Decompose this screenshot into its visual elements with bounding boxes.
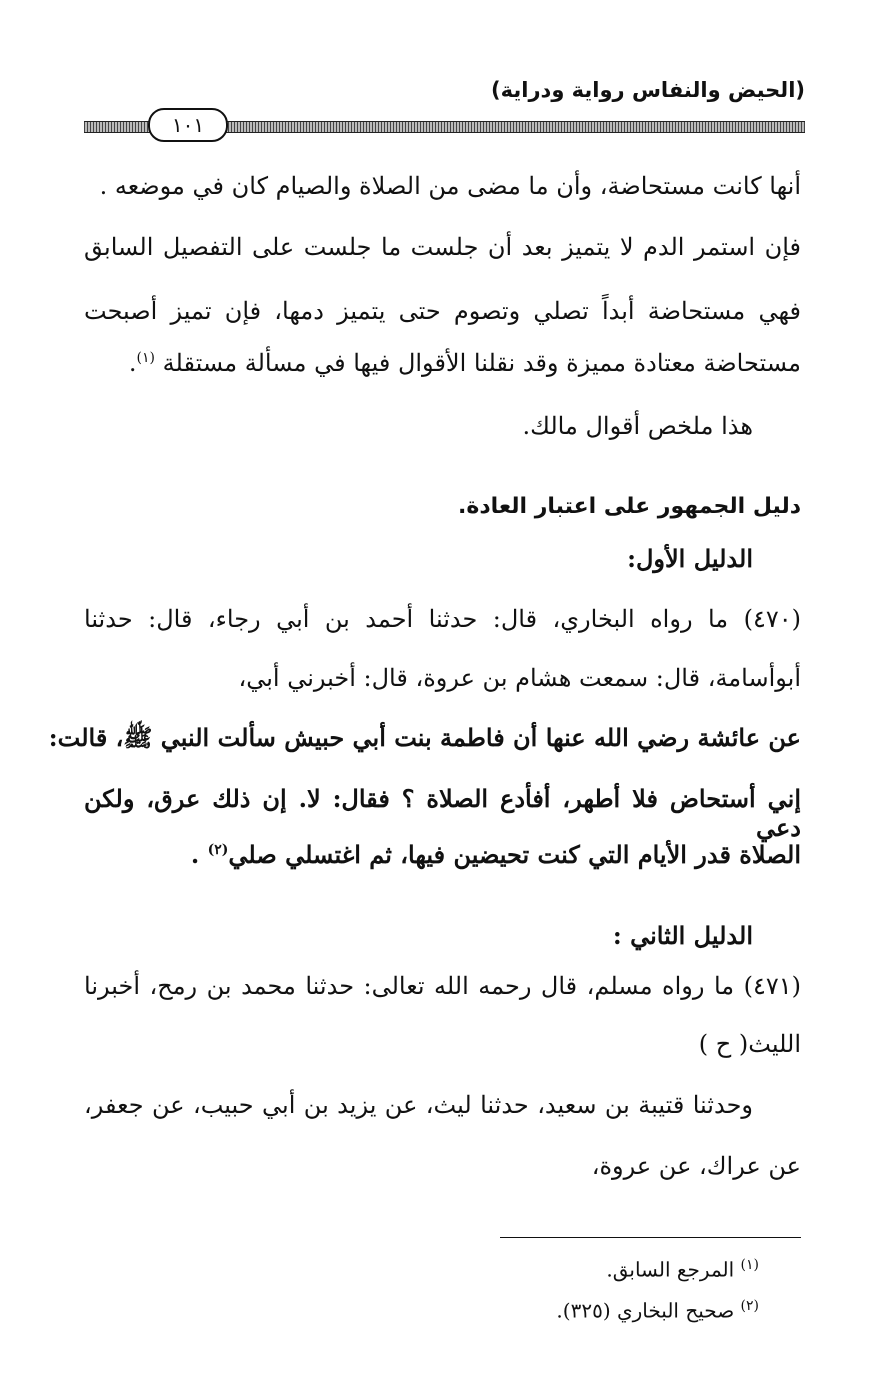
text-line-6-content: (٤٧٠) ما رواه البخاري، قال: حدثنا أحمد بن أبي رجاء، قال: حدثنا: [84, 605, 801, 633]
footnote-1-number: (١): [740, 1257, 759, 1273]
footnote-1: [606, 1257, 759, 1282]
footnote-separator: [500, 1237, 801, 1238]
footnote-1-text: المرجع السابق.: [606, 1257, 735, 1282]
text-line-4: [129, 349, 801, 377]
text-line-7: أبوأسامة، قال: سمعت هشام بن عروة، قال: أخبرني أبي،: [238, 664, 801, 692]
text-line-8: عن عائشة رضي الله عنها أن فاطمة بنت أبي حبيش سألت النبي ﷺ، قالت:: [48, 723, 801, 752]
text-line-3: [84, 297, 801, 325]
text-line-2: [84, 233, 801, 261]
text-line-10-end: .: [190, 840, 208, 869]
section-heading: دليل الجمهور على اعتبار العادة.: [457, 494, 801, 519]
text-line-2-content: فإن استمر الدم لا يتميز بعد أن جلست ما جلست على التفصيل السابق: [84, 233, 801, 261]
footnote-ref-1[interactable]: (١): [136, 350, 155, 366]
text-line-10-content: الصلاة قدر الأيام التي كنت تحيضين فيها، ثم اغتسلي صلي: [228, 840, 801, 869]
text-line-9-content: إني أستحاض فلا أطهر، أفأدع الصلاة ؟ فقال: لا. إن ذلك عرق، ولكن دعي: [84, 784, 801, 842]
footnote-2-text: صحيح البخاري (٣٢٥).: [556, 1298, 735, 1323]
text-line-13-content: وحدثنا قتيبة بن سعيد، حدثنا ليث، عن يزيد بن أبي حبيب، عن جعفر،: [84, 1091, 753, 1119]
text-line-6: [84, 605, 801, 633]
text-line-11-content: (٤٧١) ما رواه مسلم، قال رحمه الله تعالى: حدثنا محمد بن رمح، أخبرنا: [84, 972, 801, 1000]
text-line-14: عن عراك، عن عروة،: [591, 1152, 801, 1180]
footnote-ref-2[interactable]: (٢): [207, 842, 229, 858]
page-number: ١٠١: [148, 108, 228, 142]
text-line-13: [84, 1091, 753, 1119]
text-line-1: أنها كانت مستحاضة، وأن ما مضى من الصلاة والصيام كان في موضعه .: [99, 172, 801, 200]
subheading-first-evidence: الدليل الأول:: [627, 544, 753, 573]
running-title: (الحيض والنفاس رواية ودراية): [491, 78, 805, 102]
subheading-second-evidence: الدليل الثاني :: [612, 921, 753, 950]
footnote-2: [556, 1298, 759, 1323]
text-line-3-content: فهي مستحاضة أبداً تصلي وتصوم حتى يتميز دمها، فإن تميز أصبحت: [84, 297, 801, 325]
text-line-12: الليث( ح ): [698, 1030, 801, 1058]
text-line-10: [191, 840, 801, 869]
text-line-9: [84, 784, 801, 842]
text-line-11: [84, 972, 801, 1000]
text-line-4-end: .: [128, 349, 137, 377]
text-line-5: هذا ملخص أقوال مالك.: [522, 412, 753, 440]
text-line-4-content: مستحاضة معتادة مميزة وقد نقلنا الأقوال فيها في مسألة مستقلة: [162, 349, 801, 377]
footnote-2-number: (٢): [740, 1298, 759, 1314]
